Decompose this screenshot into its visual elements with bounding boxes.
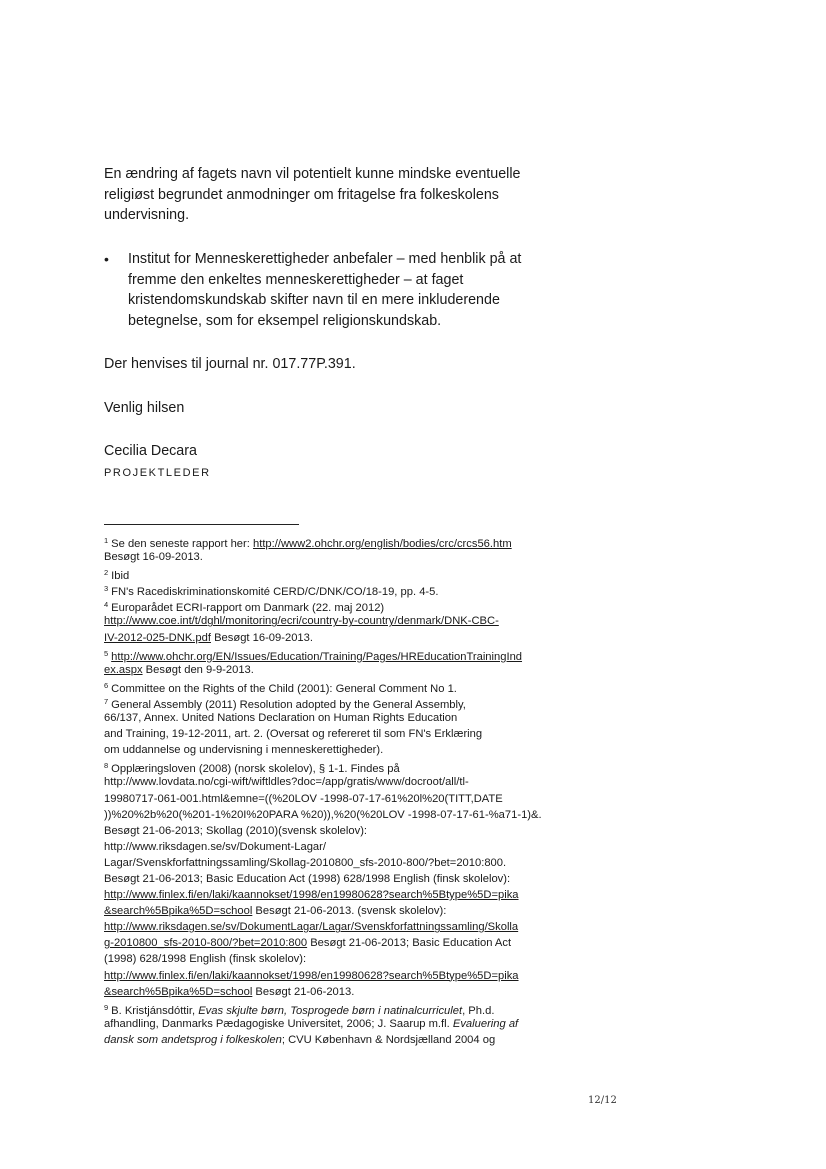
footnote-3	[104, 581, 604, 597]
bullet-line: fremme den enkeltes menneskerettigheder – at faget	[128, 271, 464, 288]
footnote-text: Se den seneste rapport her:	[111, 538, 253, 550]
bullet-marker: •	[104, 251, 109, 267]
footnote-text: Besøgt 16-09-2013.	[104, 551, 203, 564]
footnote-link[interactable]: &search%5Bpika%5D=school	[104, 985, 253, 998]
footnote-link[interactable]: g-2010800_sfs-2010-800/?bet=2010:800	[104, 937, 308, 950]
footnote-2	[104, 565, 604, 581]
footnote-5	[104, 646, 604, 662]
signature-name: Cecilia Decara	[104, 443, 197, 459]
footnote-text: ; CVU København & Nordsjælland 2004 og	[281, 1033, 496, 1046]
footnote-text: and Training, 19-12-2011, art. 2. (Oversat og refereret til som FN's Erklæring	[104, 728, 483, 741]
page-number: 12/12	[588, 1095, 617, 1106]
footnote-8	[104, 758, 604, 774]
footnote-text: http://www.riksdagen.se/sv/Dokument-Lagar/	[104, 840, 326, 853]
footnote-text: Europarådet ECRI-rapport om Danmark (22. maj 2012)	[111, 602, 385, 615]
recommendation-bullet	[128, 249, 568, 331]
footnote-text: (1998) 628/1998 English (finsk skolelov):	[104, 953, 307, 966]
footnote-number: 5	[104, 648, 109, 658]
footnote-title: Evas skjulte børn, Tosprogede børn i natinalcurriculet	[198, 1004, 463, 1017]
intro-line: undervisning.	[104, 207, 190, 223]
footnote-1	[104, 533, 604, 549]
footnote-link[interactable]: &search%5Bpika%5D=school	[104, 905, 253, 918]
footnote-text: Lagar/Svenskforfattningssamling/Skollag-2010800_sfs-2010-800/?bet=2010:800.	[104, 856, 507, 869]
footnote-link[interactable]: http://www2.ohchr.org/english/bodies/crc/crcs56.htm	[252, 538, 512, 550]
footnote-text: Besøgt 21-06-2013. (svensk skolelov):	[252, 905, 447, 918]
intro-line: En ændring af fagets navn vil potentielt kunne mindske eventuelle	[104, 166, 521, 182]
intro-line: religiøst begrundet anmodninger om fritagelse fra folkeskolens	[104, 186, 499, 203]
footnote-text: , Ph.d.	[462, 1004, 495, 1017]
footnote-text: Besøgt 16-09-2013.	[210, 631, 313, 644]
footnote-link[interactable]: http://www.finlex.fi/en/laki/kaannokset/1998/en19980628?search%5Btype%5D=pika	[104, 969, 519, 982]
footnote-text: B. Kristjánsdóttir,	[111, 1004, 199, 1017]
footnotes	[104, 533, 604, 1048]
signature-title: PROJEKTLEDER	[104, 467, 211, 479]
footnote-text: 19980717-061-001.html&emne=((%20LOV -1998-07-17-61%20l%20(TITT,DATE	[104, 792, 503, 805]
footnote-text: afhandling, Danmarks Pædagogiske Universitet, 2006; J. Saarup m.fl.	[104, 1017, 453, 1030]
footnote-title: Evaluering af	[452, 1017, 519, 1030]
footnote-text: http://www.lovdata.no/cgi-wift/wiftldles?doc=/app/gratis/www/docroot/all/tl-	[104, 776, 469, 789]
footnote-text: Besøgt den 9-9-2013.	[142, 663, 254, 676]
footnote-number: 1	[104, 536, 109, 545]
greeting: Venlig hilsen	[104, 400, 185, 416]
footnote-number: 9	[104, 1002, 109, 1012]
footnote-link[interactable]: http://www.finlex.fi/en/laki/kaannokset/1998/en19980628?search%5Btype%5D=pika	[104, 889, 519, 902]
footnote-text: 66/137, Annex. United Nations Declaration on Human Rights Education	[104, 712, 458, 725]
footnote-text: Besøgt 21-06-2013; Basic Education Act (1998) 628/1998 English (finsk skolelov):	[104, 872, 511, 885]
footnote-text: Ibid	[111, 570, 130, 583]
footnote-number: 2	[104, 568, 109, 578]
footnote-link[interactable]: IV-2012-025-DNK.pdf	[104, 631, 211, 644]
footnote-number: 3	[104, 584, 109, 594]
footnote-text: Committee on the Rights of the Child (2001): General Comment No 1.	[111, 682, 457, 695]
bullet-line: Institut for Menneskerettigheder anbefaler – med henblik på at	[128, 251, 522, 267]
footnote-number: 8	[104, 761, 109, 771]
footnote-text: Besøgt 21-06-2013; Basic Education Act	[307, 937, 512, 950]
footnote-6	[104, 678, 604, 694]
footnote-text: ))%20%2b%20(%201-1%20I%20PARA %20)),%20(%20LOV -1998-07-17-61-%a71-1)&.	[104, 808, 542, 821]
footnote-text: General Assembly (2011) Resolution adopted by the General Assembly,	[111, 698, 466, 711]
footnote-number: 6	[104, 680, 109, 690]
footnote-link[interactable]: ex.aspx	[104, 663, 143, 676]
footnote-number: 4	[104, 600, 109, 610]
footnote-4	[104, 597, 604, 613]
footnote-9	[104, 1000, 604, 1016]
footnote-7	[104, 694, 604, 710]
bullet-line: betegnelse, som for eksempel religionskundskab.	[128, 312, 442, 329]
footnote-link[interactable]: http://www.riksdagen.se/sv/DokumentLagar/Lagar/Svenskforfattningssamling/Skolla	[104, 921, 519, 934]
footnote-divider	[104, 524, 299, 525]
footnote-title: dansk som andetsprog i folkeskolen	[104, 1033, 282, 1046]
footnote-text: om uddannelse og undervisning i menneskerettigheder).	[104, 744, 384, 757]
intro-paragraph	[104, 164, 574, 226]
bullet-line: kristendomskundskab skifter navn til en mere inkluderende	[128, 292, 500, 308]
footnote-text: Opplæringsloven (2008) (norsk skolelov), § 1-1. Findes på	[111, 763, 400, 776]
journal-reference: Der henvises til journal nr. 017.77P.391.	[104, 356, 356, 372]
footnote-number: 7	[104, 696, 109, 706]
footnote-text: Besøgt 21-06-2013; Skollag (2010)(svensk skolelov):	[104, 824, 368, 837]
footnote-text: Besøgt 21-06-2013.	[252, 985, 355, 998]
footnote-text: FN's Racediskriminationskomité CERD/C/DNK/CO/18-19, pp. 4-5.	[111, 586, 439, 599]
footnote-link[interactable]: http://www.coe.int/t/dghl/monitoring/ecri/country-by-country/denmark/DNK-CBC-	[104, 615, 499, 628]
footnote-link[interactable]: http://www.ohchr.org/EN/Issues/Education/Training/Pages/HREducationTrainingInd	[111, 650, 523, 663]
